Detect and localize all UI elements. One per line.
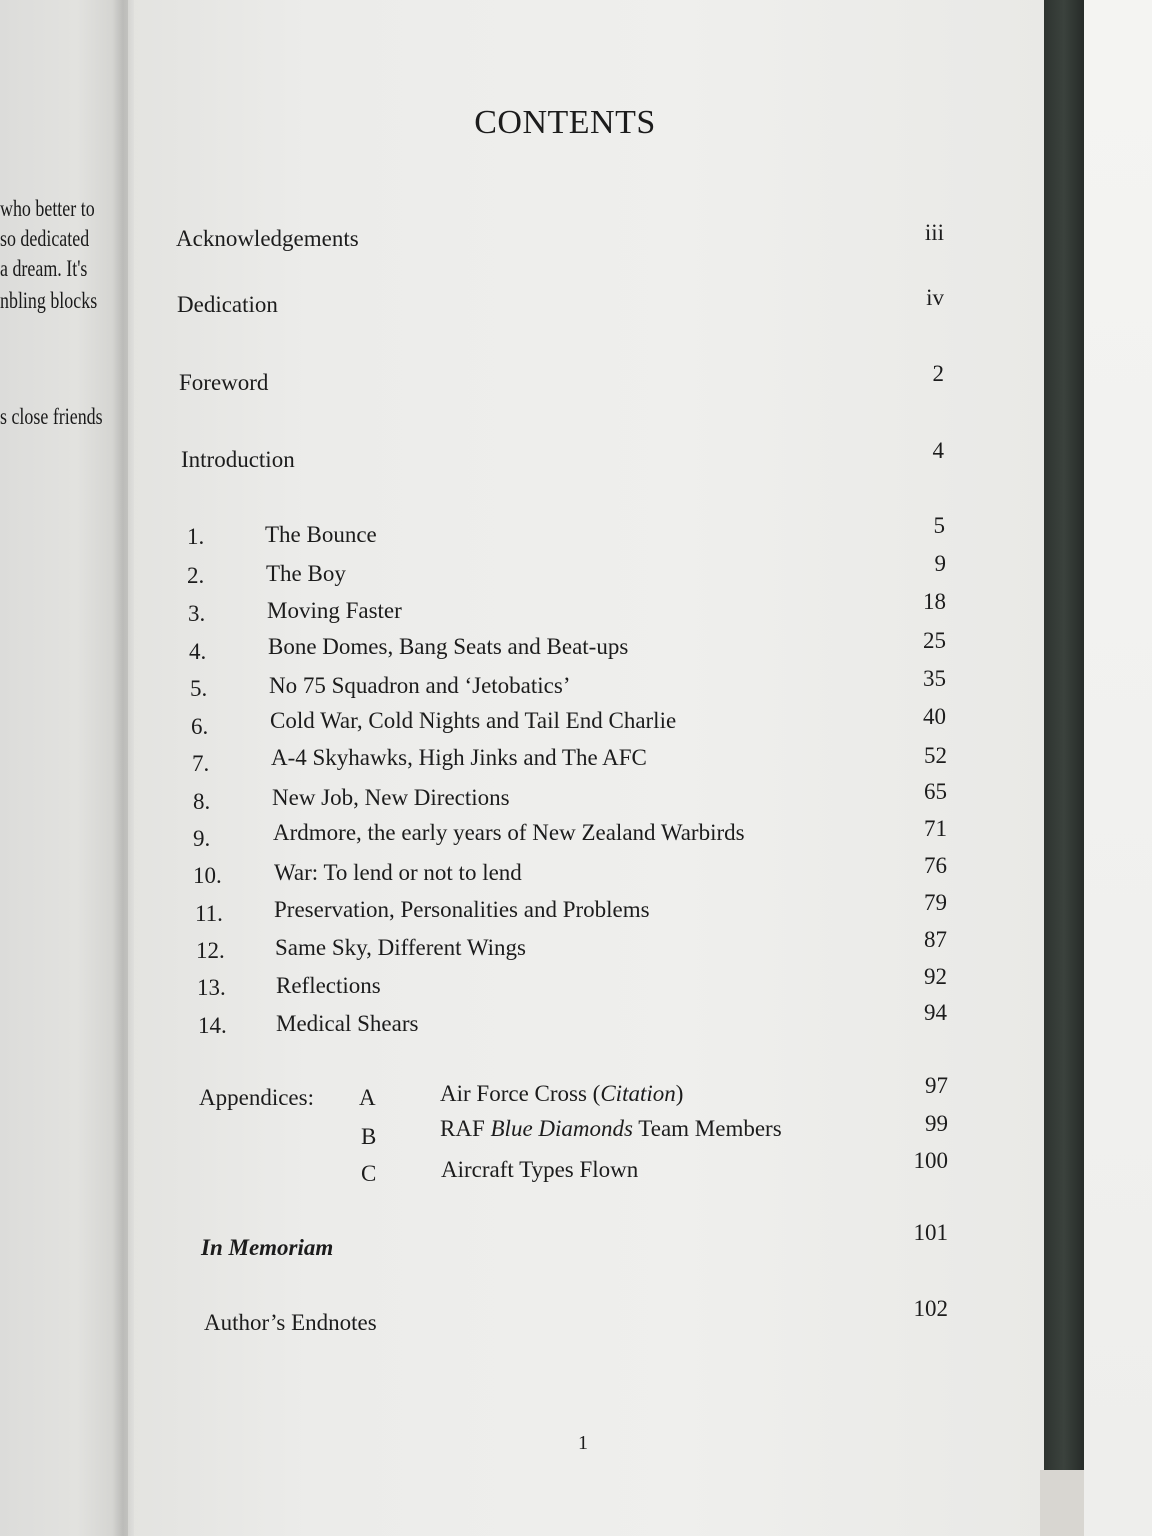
appendices-label: Appendices:	[199, 1085, 314, 1110]
chapter-title: The Boy	[266, 561, 346, 586]
appendix-title: Aircraft Types Flown	[441, 1157, 639, 1182]
chapter-title: No 75 Squadron and ‘Jetobatics’	[269, 673, 571, 698]
appendix-letter: A	[359, 1085, 376, 1110]
book-cover-edge	[1044, 0, 1084, 1480]
toc-page-number: 25	[923, 628, 946, 653]
prev-page-line: a dream. It's	[0, 256, 88, 281]
chapter-title: Reflections	[276, 973, 381, 998]
chapter-title: Moving Faster	[267, 598, 402, 623]
toc-page-number: 87	[924, 927, 947, 952]
chapter-number: 3.	[188, 601, 206, 626]
chapter-title: A-4 Skyhawks, High Jinks and The AFC	[271, 745, 647, 770]
chapter-number: 7.	[192, 751, 210, 776]
toc-page-number: iv	[926, 285, 944, 310]
toc-author-endnotes: Author’s Endnotes	[204, 1310, 377, 1335]
toc-page-number: 35	[923, 666, 946, 691]
toc-page-number: 94	[924, 1000, 947, 1025]
chapter-number: 1.	[187, 524, 205, 549]
chapter-number: 11.	[195, 901, 223, 926]
toc-page-number: 100	[913, 1148, 948, 1173]
chapter-number: 12.	[196, 938, 225, 963]
toc-dedication: Dedication	[177, 292, 278, 317]
chapter-number: 2.	[187, 563, 205, 588]
toc-page-number: 99	[925, 1111, 948, 1136]
previous-page	[0, 0, 128, 1536]
appendix-title: Air Force Cross (Citation)	[440, 1081, 684, 1106]
prev-page-line: s close friends	[0, 404, 103, 429]
toc-introduction: Introduction	[181, 447, 295, 472]
chapter-number: 8.	[193, 789, 211, 814]
chapter-number: 9.	[193, 826, 211, 851]
toc-page-number: 5	[933, 513, 945, 538]
background	[1084, 0, 1152, 1536]
toc-page-number: 92	[924, 964, 947, 989]
toc-page-number: 65	[924, 779, 947, 804]
chapter-title: New Job, New Directions	[272, 785, 510, 810]
prev-page-line: so dedicated	[0, 226, 90, 251]
appendix-letter: B	[361, 1124, 377, 1149]
chapter-title: Preservation, Personalities and Problems	[274, 897, 650, 922]
toc-page-number: 79	[924, 890, 947, 915]
chapter-number: 6.	[191, 714, 209, 739]
prev-page-line: nbling blocks	[0, 288, 98, 313]
toc-page-number: 52	[924, 743, 947, 768]
chapter-number: 5.	[190, 676, 208, 701]
chapter-title: Medical Shears	[276, 1011, 419, 1036]
toc-page-number: 97	[925, 1073, 948, 1098]
toc-page-number: 4	[932, 438, 944, 463]
chapter-title: Cold War, Cold Nights and Tail End Charlie	[270, 708, 677, 733]
chapter-title: War: To lend or not to lend	[274, 860, 522, 885]
appendix-letter: C	[361, 1161, 377, 1186]
toc-page-number: 102	[913, 1296, 948, 1321]
toc-page-number: iii	[924, 220, 944, 245]
toc-acknowledgements: Acknowledgements	[176, 226, 359, 251]
toc-page-number: 18	[923, 589, 946, 614]
chapter-title: Bone Domes, Bang Seats and Beat-ups	[268, 634, 629, 659]
chapter-number: 13.	[197, 975, 226, 1000]
chapter-number: 10.	[193, 863, 222, 888]
toc-in-memoriam: In Memoriam	[201, 1235, 334, 1260]
page-title: CONTENTS	[474, 104, 656, 141]
chapter-title: Ardmore, the early years of New Zealand Warbirds	[273, 820, 745, 845]
book-gutter	[112, 0, 134, 1536]
chapter-number: 14.	[198, 1013, 227, 1038]
toc-foreword: Foreword	[179, 370, 269, 395]
toc-page-number: 40	[923, 704, 946, 729]
page-folio: 1	[578, 1432, 588, 1454]
toc-page-number: 76	[924, 853, 947, 878]
appendix-title: RAF Blue Diamonds Team Members	[440, 1116, 782, 1141]
toc-page-number: 2	[932, 361, 944, 386]
toc-page-number: 9	[934, 551, 946, 576]
chapter-title: The Bounce	[265, 522, 377, 547]
prev-page-line: who better to	[0, 196, 95, 221]
toc-page-number: 101	[913, 1220, 948, 1245]
chapter-title: Same Sky, Different Wings	[275, 935, 526, 960]
toc-page-number: 71	[924, 816, 947, 841]
page-stack	[1040, 1470, 1084, 1536]
chapter-number: 4.	[189, 639, 207, 664]
